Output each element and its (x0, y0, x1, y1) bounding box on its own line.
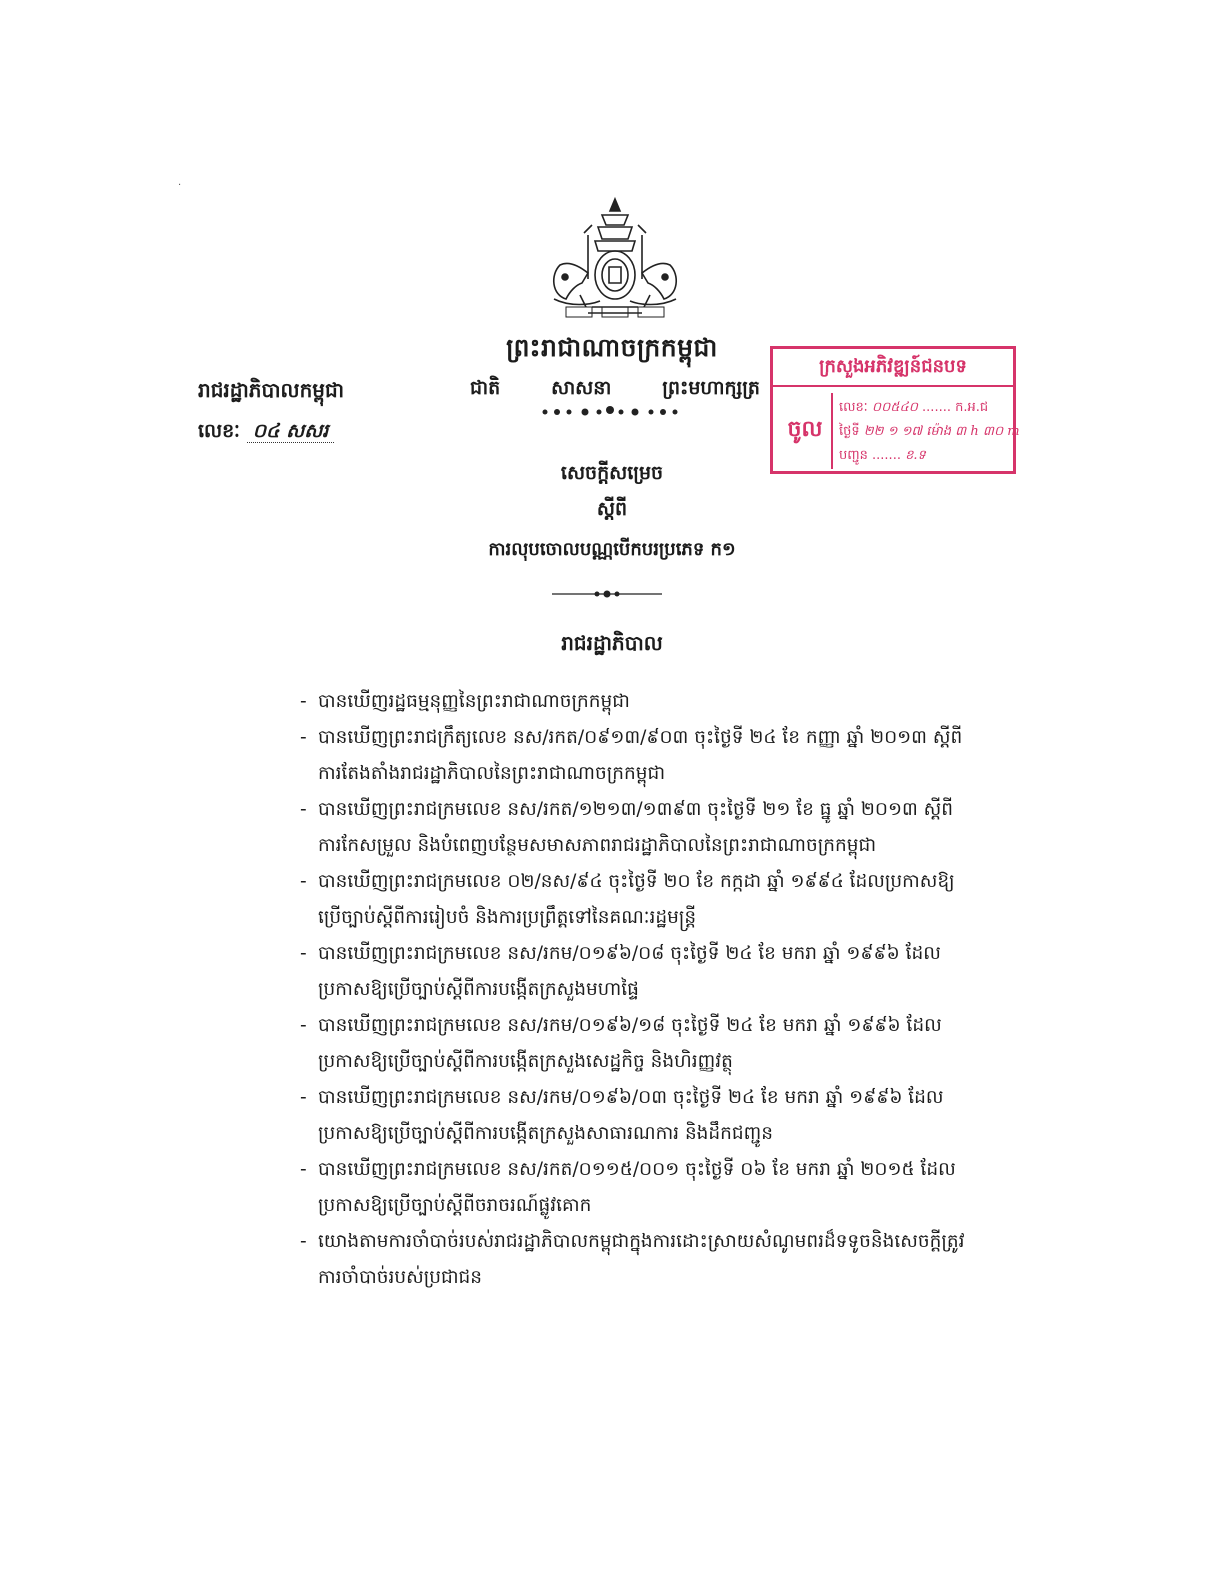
stamp-ministry-name: ក្រសួងអភិវឌ្ឍន៍ជនបទ (773, 349, 1013, 387)
legal-basis-list (300, 684, 966, 1296)
issuing-government-label: រាជរដ្ឋាភិបាលកម្ពុជា (198, 378, 344, 402)
list-item: - យោងតាមការចាំបាច់របស់រាជរដ្ឋាភិបាលកម្ពុជាក្នុងការដោះស្រាយសំណូមពរដ៏ទទូចនិងសេចក្តីត្រូវការចាំបាច់របស់ប្រជាជន (300, 1224, 966, 1296)
decision-topic: ការលុបចោលបណ្ណបើកបរប្រភេទ ក១ (488, 539, 736, 560)
stamp-date-line (839, 423, 1020, 442)
list-item: - បានឃើញព្រះរាជក្រមលេខ ០២/នស/៩៤ ចុះថ្ងៃទី ២០ ខែ កក្កដា ឆ្នាំ ១៩៩៤ ដែលប្រកាសឱ្យប្រើច្បាប់ស្តីពីការរៀបចំ និងការប្រព្រឹត្តទៅនៃគណៈរដ្ឋមន្ត្រី (300, 864, 966, 936)
stamp-copy-label: បញ្ជូន (839, 448, 868, 463)
stamp-number-line: លេខៈ ០០៥៤០ ....... ក.អ.ជ (839, 400, 989, 415)
royal-coat-of-arms-emblem (540, 195, 690, 323)
stamp-copy-line: បញ្ជូន ....... ខ.ទ (839, 448, 926, 463)
list-item: - បានឃើញរដ្ឋធម្មនុញ្ញនៃព្រះរាជាណាចក្រកម្ពុជា (300, 684, 966, 720)
list-item: - បានឃើញព្រះរាជក្រមលេខ នស/រកម/០១៩៦/០៨ ចុះថ្ងៃទី ២៤ ខែ មករា ឆ្នាំ ១៩៩៦ ដែលប្រកាសឱ្យប្រើច្បាប់ស្តីពីការបង្កើតក្រសួងមហាផ្ទៃ (300, 936, 966, 1008)
list-item: - បានឃើញព្រះរាជក្រមលេខ នស/រកត/១២១៣/១៣៩៣ ចុះថ្ងៃទី ២១ ខែ ធ្នូ ឆ្នាំ ២០១៣ ស្តីពីការកែសម្រួល និងបំពេញបន្ថែមសមាសភាពរាជរដ្ឋាភិបាលនៃព្រះរាជាណាចក្រកម្ពុជា (300, 792, 966, 864)
title-ornament-divider (552, 588, 662, 600)
stamp-date-label: ថ្ងៃទី (839, 424, 860, 439)
document-number-label: លេខៈ (198, 420, 240, 442)
motto-king: ព្រះមហាក្សត្រ (662, 377, 760, 399)
motto-religion: សាសនា (551, 377, 612, 399)
about-label: ស្តីពី (596, 498, 628, 520)
stamp-incoming-label: ចូល (779, 393, 833, 469)
list-item: - បានឃើញព្រះរាជក្រឹត្យលេខ នស/រកត/០៩១៣/៩០៣ ចុះថ្ងៃទី ២៤ ខែ កញ្ញា ឆ្នាំ ២០១៣ ស្តីពី ការតែងតាំងរាជរដ្ឋាភិបាលនៃព្រះរាជាណាចក្រកម្ពុជា (300, 720, 966, 792)
stamp-number-label: លេខៈ (839, 400, 868, 415)
stamp-date-value: ២២ ១ ១៧ ម៉ោង ៣ h ៣០ m (863, 424, 1020, 439)
list-item: - បានឃើញព្រះរាជក្រមលេខ នស/រកត/០១១៥/០០១ ចុះថ្ងៃទី ០៦ ខែ មករា ឆ្នាំ ២០១៥ ដែលប្រកាសឱ្យប្រើច្បាប់ស្តីពីចរាចរណ៍ផ្លូវគោក (300, 1152, 966, 1224)
list-item: - បានឃើញព្រះរាជក្រមលេខ នស/រកម/០១៩៦/១៨ ចុះថ្ងៃទី ២៤ ខែ មករា ឆ្នាំ ១៩៩៦ ដែលប្រកាសឱ្យប្រើច្បាប់ស្តីពីការបង្កើតក្រសួងសេដ្ឋកិច្ច និងហិរញ្ញវត្ថុ (300, 1008, 966, 1080)
list-item: - បានឃើញព្រះរាជក្រមលេខ នស/រកម/០១៩៦/០៣ ចុះថ្ងៃទី ២៤ ខែ មករា ឆ្នាំ ១៩៩៦ ដែលប្រកាសឱ្យប្រើច្បាប់ស្តីពីការបង្កើតក្រសួងសាធារណការ និងដឹកជញ្ជូន (300, 1080, 966, 1152)
stamp-number-suffix: ក.អ.ជ (955, 400, 989, 415)
scan-speck: · (178, 180, 182, 191)
document-number (198, 419, 334, 447)
national-motto (470, 376, 760, 404)
document-number-value: ០៤ សសរ (247, 420, 335, 443)
stamp-number-value: ០០៥៤០ (871, 400, 918, 415)
heading-ornament-divider (535, 404, 685, 420)
kingdom-heading: ព្រះរាជាណាចក្រកម្ពុជា (506, 333, 718, 362)
motto-nation: ជាតិ (470, 377, 501, 399)
stamp-copy-value: ខ.ទ (905, 448, 926, 463)
receipt-stamp (770, 346, 1020, 474)
document-type-title: សេចក្តីសម្រេច (560, 462, 664, 484)
government-heading: រាជរដ្ឋាភិបាល (561, 631, 663, 655)
